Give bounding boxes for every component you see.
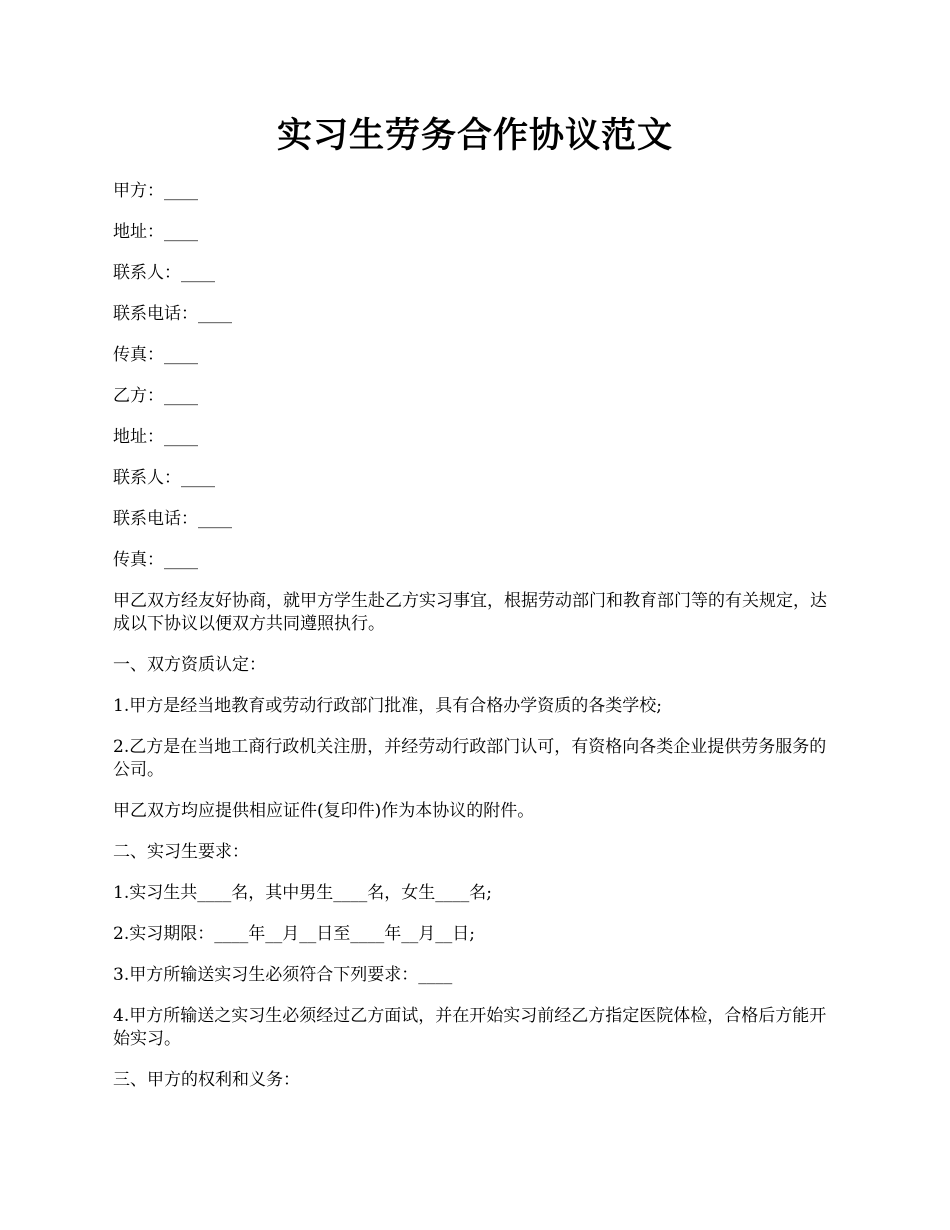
document-title: 实习生劳务合作协议范文: [276, 115, 673, 156]
intro-paragraph: 甲乙双方经友好协商，就甲方学生赴乙方实习事宜，根据劳动部门和教育部门等的有关规定，达成以下协议以便双方共同遵照执行。: [113, 591, 827, 634]
section1-item2: 2.乙方是在当地工商行政机关注册，并经劳动行政部门认可，有资格向各类企业提供劳务服务的公司。: [113, 737, 827, 780]
document-body: [113, 180, 839, 1092]
section2-item1: 1.实习生共____名，其中男生____名，女生____名;: [113, 883, 492, 903]
section2-item4: 4.甲方所输送之实习生必须经过乙方面试，并在开始实习前经乙方指定医院体检，合格后方能开始实习。: [113, 1006, 827, 1049]
section2-item2: 2.实习期限：____年__月__日至____年__月__日;: [113, 924, 475, 944]
party-a-contact: 联系人：____: [113, 263, 215, 283]
section2-heading: 二、实习生要求：: [113, 842, 249, 862]
section1-item1: 1.甲方是经当地教育或劳动行政部门批准，具有合格办学资质的各类学校;: [113, 696, 662, 716]
party-b-phone: 联系电话：____: [113, 509, 232, 529]
party-a-fax: 传真：____: [113, 345, 198, 365]
party-a-phone: 联系电话：____: [113, 304, 232, 324]
party-a-address: 地址：____: [113, 222, 198, 242]
party-a-name: 甲方：____: [113, 181, 198, 201]
section1-note: 甲乙双方均应提供相应证件(复印件)作为本协议的附件。: [113, 801, 535, 821]
party-b-contact: 联系人：____: [113, 468, 215, 488]
section2-item3: 3.甲方所输送实习生必须符合下列要求：____: [113, 965, 453, 985]
party-b-fax: 传真：____: [113, 550, 198, 570]
party-b-address: 地址：____: [113, 427, 198, 447]
section1-heading: 一、双方资质认定：: [113, 655, 266, 675]
party-b-name: 乙方：____: [113, 386, 198, 406]
section3-heading: 三、甲方的权利和义务：: [113, 1070, 300, 1090]
